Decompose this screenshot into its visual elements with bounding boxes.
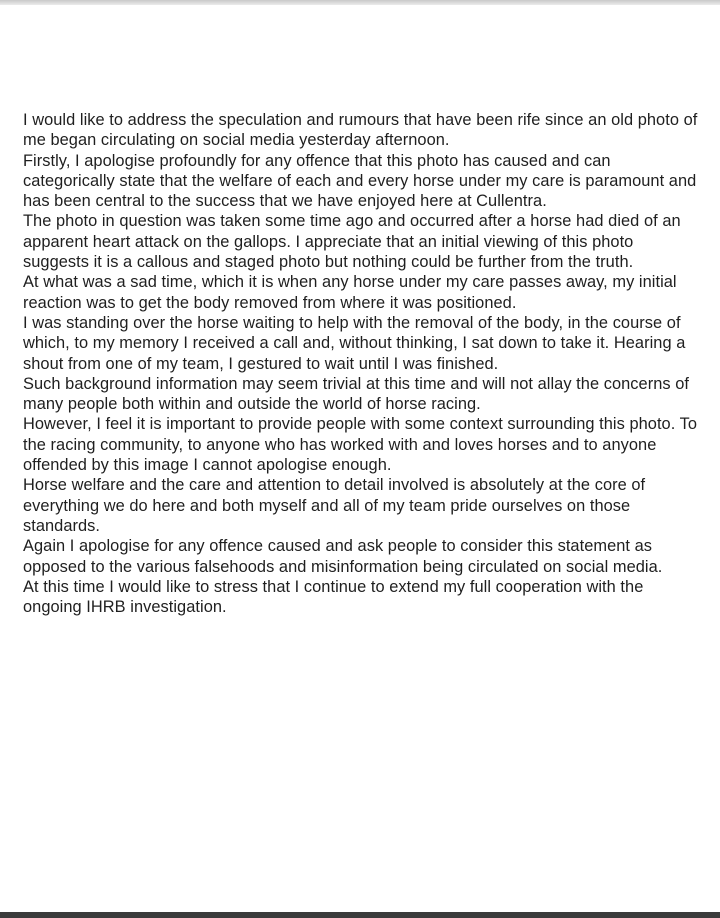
- top-page-edge: [0, 0, 720, 5]
- paragraph-4: At what was a sad time, which it is when any horse under my care passes away, my initial reaction was to get the body removed from where it was positioned.: [23, 273, 677, 312]
- paragraph-3: The photo in question was taken some time ago and occurred after a horse had died of an apparent heart attack on the gallops. I appreciate that an initial viewing of this photo suggests it is a callous and staged photo but nothing could be further from the truth.: [23, 212, 681, 272]
- paragraph-10: At this time I would like to stress that I continue to extend my full cooperation with the ongoing IHRB investigation.: [23, 577, 644, 617]
- paragraph-8: Horse welfare and the care and attention to detail involved is absolutely at the core of everything we do here and both myself and all of my team pride ourselves on those standards.: [23, 476, 646, 535]
- statement-document: [23, 110, 703, 617]
- paragraph-1: I would like to address the speculation and rumours that have been rife since an old photo of me began circulating on social media yesterday afternoon.: [23, 111, 698, 150]
- paragraph-7: However, I feel it is important to provide people with some context surrounding this photo. To the racing community, to anyone who has worked with and loves horses and to anyone offended by this image I cannot apologise enough.: [23, 415, 698, 475]
- paragraph-5: I was standing over the horse waiting to help with the removal of the body, in the course of which, to my memory I received a call and, without thinking, I sat down to take it. Hearing a shout from one of my team, I gestured to wait until I was finished.: [23, 313, 686, 373]
- paragraph-6: Such background information may seem trivial at this time and will not allay the concerns of many people both within and outside the world of horse racing.: [23, 374, 690, 414]
- paragraph-2: Firstly, I apologise profoundly for any offence that this photo has caused and can categorically state that the welfare of each and every horse under my care is paramount and has been central to the success that we have enjoyed here at Cullentra.: [23, 151, 697, 211]
- bottom-page-edge: [0, 912, 720, 918]
- paragraph-9: Again I apologise for any offence caused and ask people to consider this statement as opposed to the various falsehoods and misinformation being circulated on social media.: [23, 537, 663, 576]
